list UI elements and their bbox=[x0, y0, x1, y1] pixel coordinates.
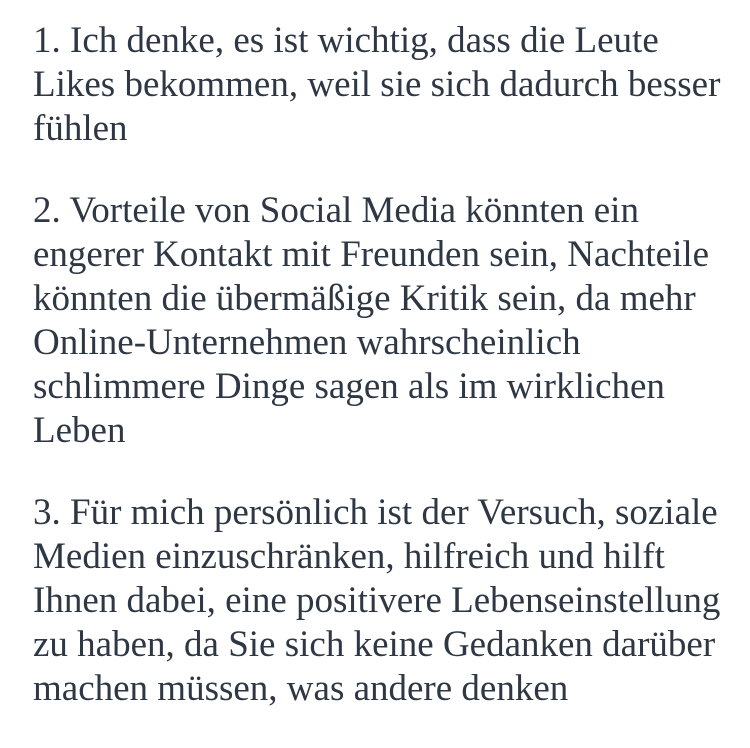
paragraph-2-line-5: schlimmere Dinge sagen als im wirklichen bbox=[33, 366, 665, 407]
paragraph-3-line-1: 3. Für mich persönlich ist der Versuch, soziale bbox=[33, 492, 718, 533]
paragraph-3-line-5: machen müssen, was andere denken bbox=[33, 668, 569, 709]
paragraph-2-line-4: Online-Unternehmen wahrscheinlich bbox=[33, 322, 581, 363]
paragraph-1-line-2: Likes bekommen, weil sie sich dadurch besser bbox=[33, 64, 721, 105]
paragraph-3-line-4: zu haben, da Sie sich keine Gedanken darüber bbox=[33, 624, 716, 665]
paragraph-1-line-3: fühlen bbox=[33, 108, 128, 149]
paragraph-1-line-1: 1. Ich denke, es ist wichtig, dass die Leute bbox=[33, 20, 659, 61]
paragraph-2 bbox=[33, 189, 732, 453]
paragraph-3-line-3: Ihnen dabei, eine positivere Lebenseinstellung bbox=[33, 580, 721, 621]
paragraph-2-line-3: könnten die übermäßige Kritik sein, da mehr bbox=[33, 278, 696, 319]
paragraph-2-line-6: Leben bbox=[33, 410, 126, 451]
paragraph-2-line-1: 2. Vorteile von Social Media könnten ein bbox=[33, 190, 639, 231]
paragraph-2-line-2: engerer Kontakt mit Freunden sein, Nachteile bbox=[33, 234, 710, 275]
paragraph-3-line-2: Medien einzuschränken, hilfreich und hilft bbox=[33, 536, 665, 577]
paragraph-3 bbox=[33, 491, 732, 711]
paragraph-1 bbox=[33, 19, 732, 151]
